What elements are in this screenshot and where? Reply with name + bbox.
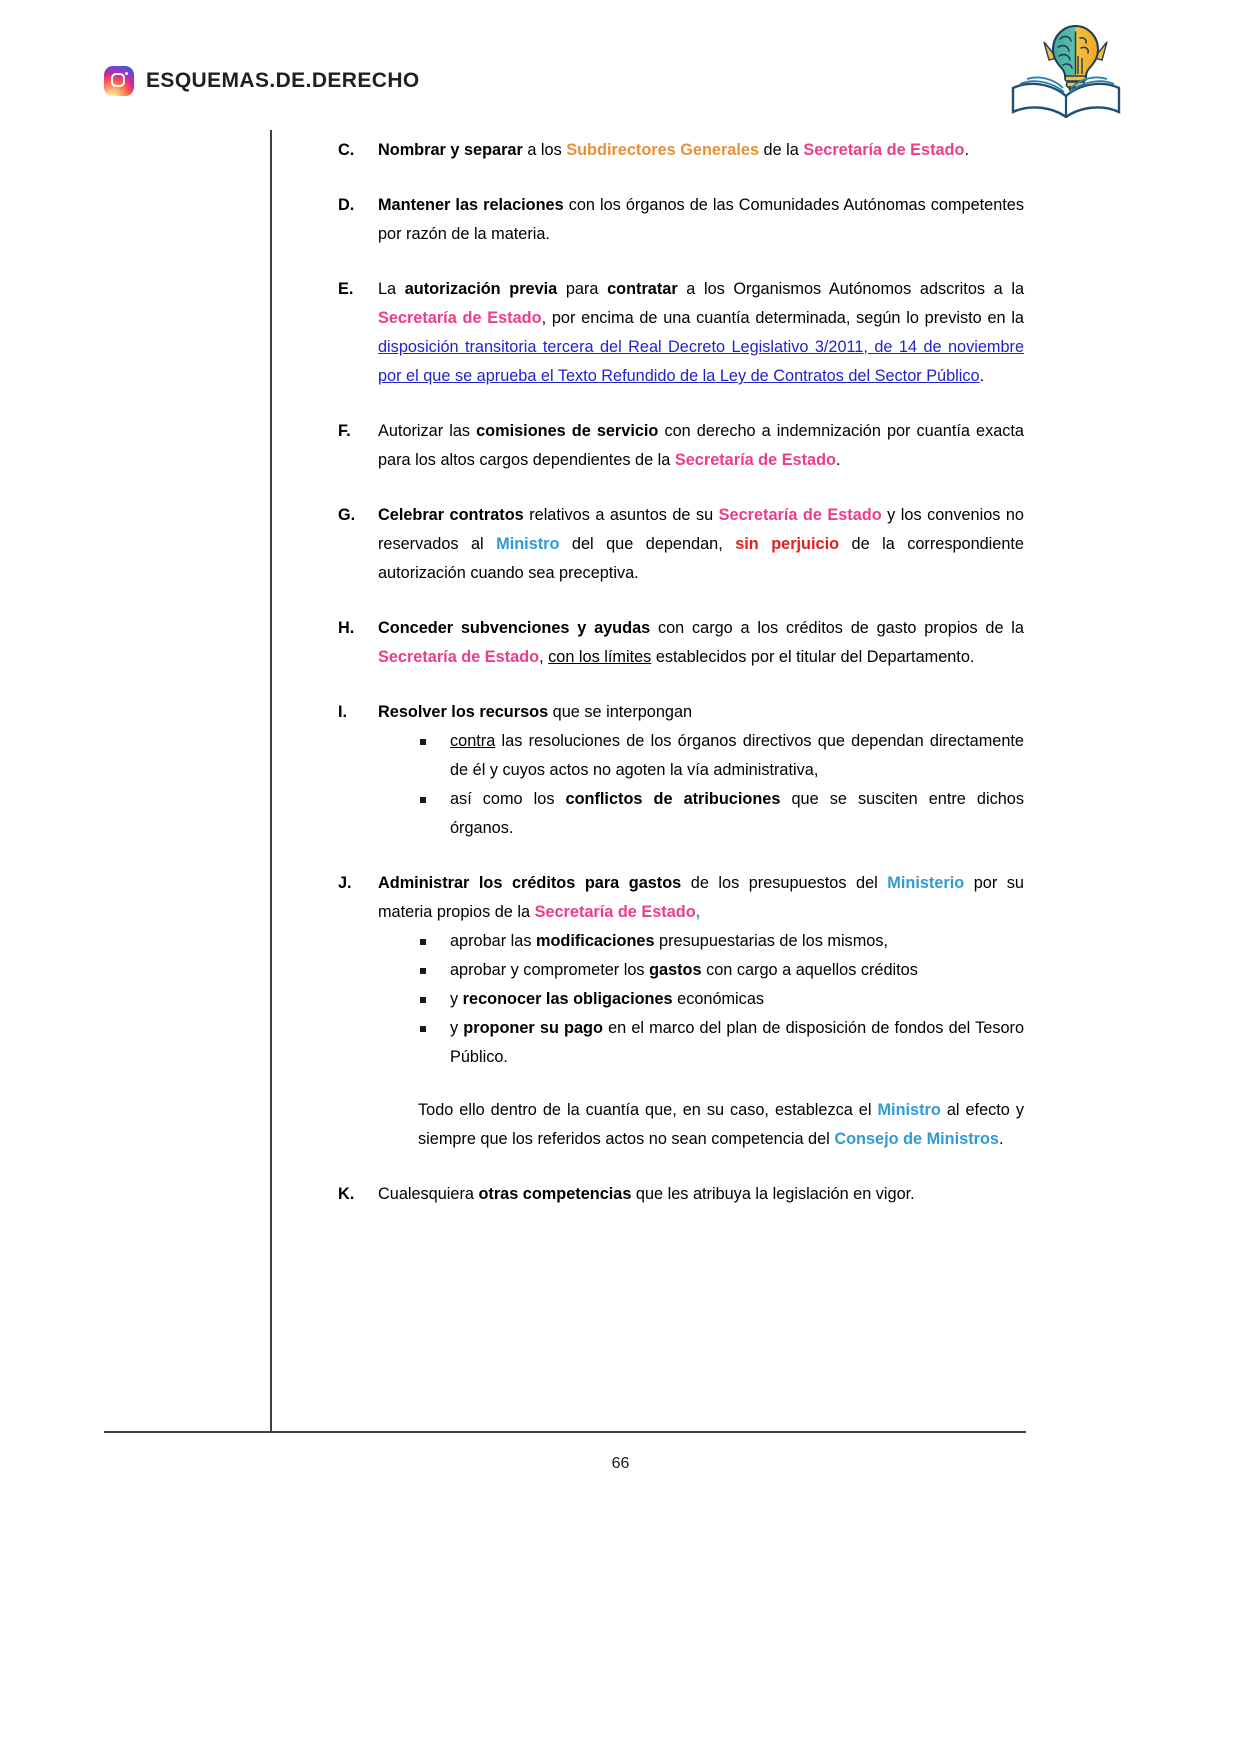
sub-bullet-text bbox=[450, 785, 1024, 843]
text-run-bold: reconocer las obligaciones bbox=[462, 990, 673, 1008]
list-item bbox=[338, 614, 1024, 672]
list-item-body bbox=[378, 417, 1024, 475]
text-run-plain: al efecto y siempre que los referidos actos no sean competencia del bbox=[418, 1101, 1024, 1148]
sub-bullet-item bbox=[420, 985, 1024, 1014]
text-run-plain: La bbox=[378, 280, 405, 298]
text-run-plain: . bbox=[998, 1130, 1004, 1148]
text-run-plain: que les atribuya la legislación en vigor. bbox=[631, 1185, 915, 1203]
list-item-body bbox=[378, 275, 1024, 391]
list-item-marker: J. bbox=[338, 874, 352, 892]
list-item-marker: I. bbox=[338, 703, 348, 721]
sub-bullet-text bbox=[450, 956, 1024, 985]
list-item bbox=[338, 191, 1024, 249]
list-item-text bbox=[378, 501, 1024, 588]
sub-bullet-text bbox=[450, 1014, 1024, 1072]
text-run-plain: a los bbox=[522, 141, 567, 159]
text-run-orange: Subdirectores Generales bbox=[566, 141, 759, 159]
text-run-plain: en el marco del plan de disposición de fondos del Tesoro Público. bbox=[450, 1019, 1025, 1066]
text-run-pink: Secretaría de Estado bbox=[803, 141, 965, 159]
text-run-underline: con los límites bbox=[548, 648, 652, 666]
text-run-blue: , bbox=[695, 903, 701, 921]
document-body bbox=[338, 136, 1024, 1235]
text-run-bold: contratar bbox=[607, 280, 678, 298]
list-item-body bbox=[378, 698, 1024, 843]
list-item-text bbox=[378, 136, 1024, 165]
text-run-underline: contra bbox=[450, 732, 496, 750]
text-run-plain: del que dependan, bbox=[559, 535, 736, 553]
text-run-plain: establecidos por el titular del Departamento. bbox=[651, 648, 975, 666]
text-run-plain: con cargo a los créditos de gasto propios de la bbox=[650, 619, 1024, 637]
text-run-plain: relativos a asuntos de su bbox=[523, 506, 719, 524]
text-run-blue: Consejo de Ministros bbox=[834, 1130, 999, 1148]
text-run-plain: de la correspondiente autorización cuando sea preceptiva. bbox=[378, 535, 1024, 582]
square-bullet-icon bbox=[420, 927, 450, 945]
text-run-plain: con cargo a aquellos créditos bbox=[701, 961, 918, 979]
text-run-bold: Mantener las relaciones bbox=[378, 196, 564, 214]
list-item-text bbox=[378, 275, 1024, 391]
text-run-bold: gastos bbox=[649, 961, 702, 979]
text-run-plain: así como los bbox=[450, 790, 566, 808]
text-run-blue: Ministerio bbox=[887, 874, 965, 892]
list-item-text bbox=[378, 191, 1024, 249]
text-run-plain: para bbox=[557, 280, 608, 298]
text-run-bold: Nombrar y separar bbox=[378, 141, 523, 159]
text-run-plain: , por encima de una cuantía determinada, según lo previsto en la bbox=[541, 309, 1024, 327]
sub-bullet-item bbox=[420, 727, 1024, 785]
list-item-marker: H. bbox=[338, 619, 355, 637]
sub-bullet-item bbox=[420, 785, 1024, 843]
sub-bullet-list bbox=[378, 927, 1024, 1072]
text-run-plain: aprobar las bbox=[450, 932, 536, 950]
text-run-pink: Secretaría de Estado bbox=[534, 903, 696, 921]
text-run-plain: que se susciten entre dichos órganos. bbox=[450, 790, 1024, 837]
text-run-plain: presupuestarias de los mismos, bbox=[654, 932, 888, 950]
list-item-body bbox=[378, 614, 1024, 672]
text-run-bold: otras competencias bbox=[478, 1185, 632, 1203]
text-run-pink: Secretaría de Estado bbox=[674, 451, 836, 469]
list-item-body bbox=[378, 1180, 1024, 1209]
text-run-plain: Cualesquiera bbox=[378, 1185, 479, 1203]
list-item-marker: G. bbox=[338, 506, 356, 524]
footer-divider bbox=[104, 1431, 1026, 1433]
page-footer bbox=[0, 1455, 1241, 1473]
list-item-marker: E. bbox=[338, 280, 354, 298]
list-item bbox=[338, 275, 1024, 391]
brand-block bbox=[104, 66, 420, 96]
text-run-plain: . bbox=[979, 367, 985, 385]
sub-bullet-text bbox=[450, 727, 1024, 785]
list-item-text bbox=[378, 1180, 1024, 1209]
square-bullet-icon bbox=[420, 785, 450, 803]
text-run-plain: . bbox=[835, 451, 841, 469]
text-run-bold: Conceder subvenciones y ayudas bbox=[378, 619, 651, 637]
list-item-text bbox=[378, 417, 1024, 475]
list-item bbox=[338, 698, 1024, 843]
text-run-plain: económicas bbox=[672, 990, 765, 1008]
text-run-plain: . bbox=[964, 141, 969, 159]
text-run-plain: por su materia propios de la bbox=[378, 874, 1024, 921]
list-item-body bbox=[378, 136, 1024, 165]
square-bullet-icon bbox=[420, 956, 450, 974]
text-run-plain: con los órganos de las Comunidades Autónomas competentes por razón de la materia. bbox=[378, 196, 1024, 243]
text-run-bold: Resolver los recursos bbox=[378, 703, 549, 721]
square-bullet-icon bbox=[420, 727, 450, 745]
text-run-plain: a los Organismos Autónomos adscritos a la bbox=[677, 280, 1024, 298]
list-item-body bbox=[378, 869, 1024, 1154]
text-run-plain: Todo ello dentro de la cuantía que, en su caso, establezca el bbox=[418, 1101, 878, 1119]
instagram-icon bbox=[104, 66, 134, 96]
text-run-link[interactable]: disposición transitoria tercera del Real Decreto Legislativo 3/2011, de 14 de noviembre por el que se aprueba el Texto Refundido de la Ley de Contratos del Sector Público bbox=[378, 338, 1024, 385]
list-item bbox=[338, 136, 1024, 165]
text-run-plain: Autorizar las bbox=[378, 422, 477, 440]
page-number: 66 bbox=[611, 1455, 630, 1472]
square-bullet-icon bbox=[420, 1014, 450, 1032]
text-run-red: sin perjuicio bbox=[735, 535, 840, 553]
text-run-plain: de la bbox=[759, 141, 804, 159]
sub-bullet-item bbox=[420, 1014, 1024, 1072]
text-run-bold: conflictos de atribuciones bbox=[565, 790, 781, 808]
text-run-bold: modificaciones bbox=[535, 932, 655, 950]
list-item bbox=[338, 869, 1024, 1154]
sub-bullet-text bbox=[450, 985, 1024, 1014]
square-bullet-icon bbox=[420, 985, 450, 1003]
sub-bullet-text bbox=[450, 927, 1024, 956]
brain-lightbulb-book-logo-icon bbox=[1008, 22, 1126, 118]
sub-bullet-item bbox=[420, 956, 1024, 985]
text-run-plain: , bbox=[539, 648, 549, 666]
list-item bbox=[338, 501, 1024, 588]
text-run-plain: las resoluciones de los órganos directivos que dependan directamente de él y cuyos actos no agoten la vía administrativa, bbox=[450, 732, 1024, 779]
text-run-pink: Secretaría de Estado bbox=[378, 309, 542, 327]
text-run-blue: Ministro bbox=[877, 1101, 941, 1119]
page-header bbox=[0, 0, 1241, 130]
text-run-bold: comisiones de servicio bbox=[476, 422, 659, 440]
sub-bullet-item bbox=[420, 927, 1024, 956]
text-run-bold: Administrar los créditos para gastos bbox=[378, 874, 682, 892]
list-item-text bbox=[378, 698, 1024, 727]
text-run-plain: de los presupuestos del bbox=[681, 874, 888, 892]
list-item bbox=[338, 1180, 1024, 1209]
list-item-marker: F. bbox=[338, 422, 351, 440]
list-item-body bbox=[378, 501, 1024, 588]
list-item-marker: C. bbox=[338, 141, 355, 159]
brand-label: ESQUEMAS.DE.DERECHO bbox=[146, 69, 420, 92]
text-run-plain: con derecho a indemnización por cuantía exacta para los altos cargos dependientes de la bbox=[378, 422, 1024, 469]
text-run-plain: y bbox=[450, 990, 463, 1008]
sub-bullet-list bbox=[378, 727, 1024, 843]
list-item-body bbox=[378, 191, 1024, 249]
text-run-pink: Secretaría de Estado bbox=[378, 648, 540, 666]
list-item-marker: D. bbox=[338, 196, 355, 214]
list-item-text bbox=[378, 869, 1024, 927]
list-item-marker: K. bbox=[338, 1185, 355, 1203]
vertical-divider bbox=[270, 130, 272, 1432]
text-run-pink: Secretaría de Estado bbox=[718, 506, 882, 524]
text-run-plain: y los convenios no reservados al bbox=[378, 506, 1024, 553]
text-run-blue: Ministro bbox=[496, 535, 560, 553]
text-run-plain: que se interpongan bbox=[548, 703, 693, 721]
text-run-plain: y bbox=[450, 1019, 464, 1037]
closing-paragraph bbox=[418, 1096, 1024, 1154]
list-item-text bbox=[378, 614, 1024, 672]
text-run-plain: aprobar y comprometer los bbox=[450, 961, 650, 979]
text-run-bold: Celebrar contratos bbox=[378, 506, 524, 524]
text-run-bold: autorización previa bbox=[404, 280, 558, 298]
list-item bbox=[338, 417, 1024, 475]
text-run-bold: proponer su pago bbox=[463, 1019, 603, 1037]
